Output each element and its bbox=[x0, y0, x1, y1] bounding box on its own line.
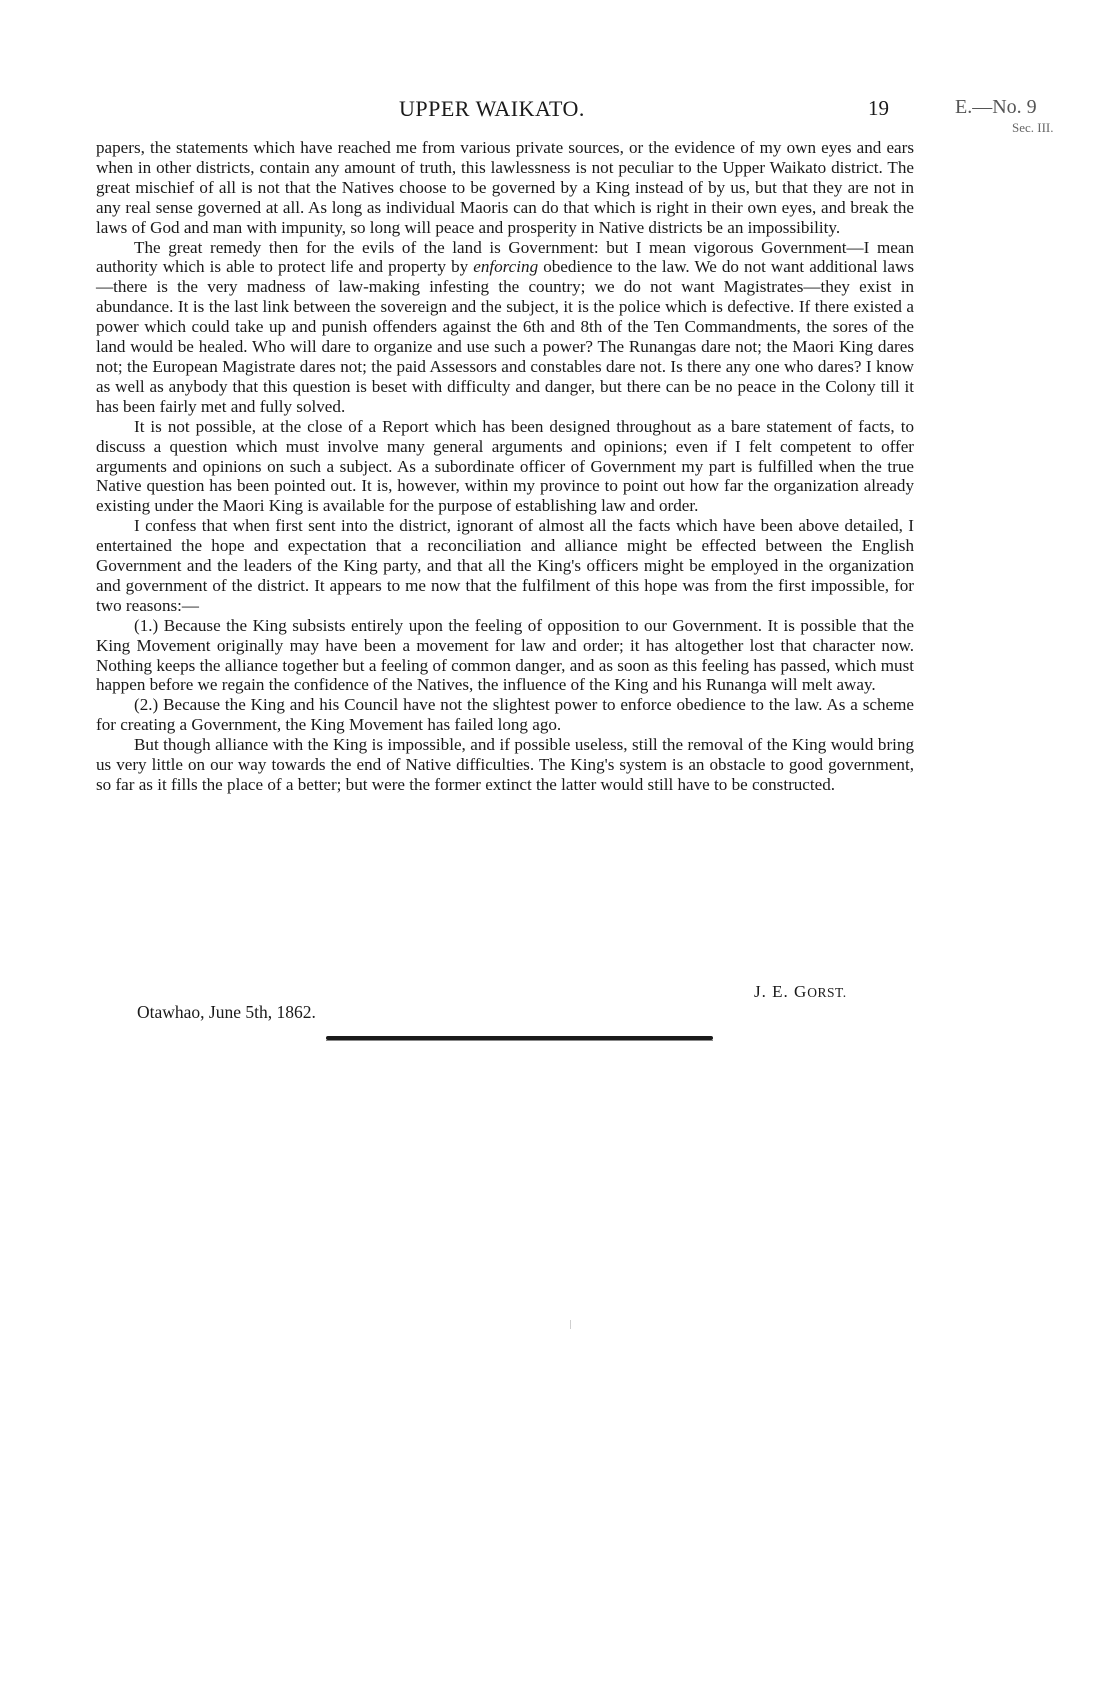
paragraph-conclusion: But though alliance with the King is impossible, and if possible useless, still the removal of the King would bring us very little on our way towards the end of Native difficulties. The King's system is an obstacle to good government, so far as it fills the place of a better; but were the former extinct the latter would still have to be constructed. bbox=[96, 735, 914, 794]
place-date: Otawhao, June 5th, 1862. bbox=[137, 1002, 316, 1022]
page-number: 19 bbox=[868, 96, 889, 120]
scan-mark bbox=[570, 1320, 571, 1329]
running-title: UPPER WAIKATO. bbox=[399, 96, 585, 121]
paragraph-remedy-start: The great remedy then for the evils of the land is Government: but I mean vigorous Government—I mean authority which is able to protect life and property by bbox=[96, 237, 914, 277]
paragraph-reason-one: (1.) Because the King subsists entirely upon the feeling of opposition to our Government. It is possible that the King Movement originally may have been a movement for law and order; it has altogether lost that character now. Nothing keeps the alliance together but a feeling of common danger, and as soon as this feeling has passed, which must happen before we regain the confidence of the Natives, the influence of the King and his Runanga will melt away. bbox=[96, 615, 914, 695]
paragraph-confession: I confess that when first sent into the district, ignorant of almost all the facts which have been above detailed, I entertained the hope and expectation that a reconciliation and alliance might be effected between the English Government and the leaders of the King party, and that all the King's officers might be employed in the organization and government of the district. It appears to me now that the fulfilment of this hope was from the first impossible, for two reasons:— bbox=[96, 516, 914, 615]
document-section: Sec. III. bbox=[1012, 120, 1054, 135]
paragraph-remedy bbox=[96, 238, 914, 417]
paragraph-reason-two: (2.) Because the King and his Council have not the slightest power to enforce obedience to the law. As a scheme for creating a Government, the King Movement has failed long ago. bbox=[96, 695, 914, 735]
paragraph-not-possible: It is not possible, at the close of a Report which has been designed throughout as a bare statement of facts, to discuss a question which must involve many general arguments and opinions; even if I felt competent to offer arguments and opinions on such a subject. As a subordinate officer of Government my part is fulfilled when the true Native question has been pointed out. It is, however, within my province to point out how far the organization already existing under the Maori King is available for the purpose of establishing law and order. bbox=[96, 416, 914, 516]
emphasis-enforcing: enforcing bbox=[473, 257, 539, 277]
signature-surname: ORST. bbox=[807, 985, 847, 1000]
paragraph-remedy-rest: obedience to the law. We do not want additional laws—there is the very madness of law-making infesting the country; we do not want Magistrates—they exist in abundance. It is the last link between the sovereign and the subject, it is the police which is defective. If there existed a power which could take up and punish offenders against the 6th and 8th of the Ten Commandments, the sores of the land would be healed. Who will dare to organize and use such a power? The Runangas dare not; the Maori King dares not; the European Magistrate dares not; the paid Assessors and constables dare not. Is there any one who dares? I know as well as anybody that this question is beset with difficulty and danger, but there can be no peace in the Colony till it has been fairly met and fully solved. bbox=[96, 257, 914, 416]
signature-initials: J. E. G bbox=[754, 982, 808, 1001]
report-body bbox=[96, 138, 914, 795]
signature bbox=[754, 982, 847, 1002]
end-rule bbox=[326, 1036, 713, 1040]
paragraph-continued: papers, the statements which have reached me from various private sources, or the evidence of my own eyes and ears when in other districts, contain any amount of truth, this lawlessness is not peculiar to the Upper Waikato district. The great mischief of all is not that the Natives choose to be governed by a King instead of by us, but that they are not in any real sense governed at all. As long as individual Maoris can do that which is right in their own eyes, and break the laws of God and man with impunity, so long will peace and prosperity in Native districts be an impossibility. bbox=[96, 138, 914, 237]
document-reference: E.—No. 9 bbox=[955, 96, 1037, 118]
